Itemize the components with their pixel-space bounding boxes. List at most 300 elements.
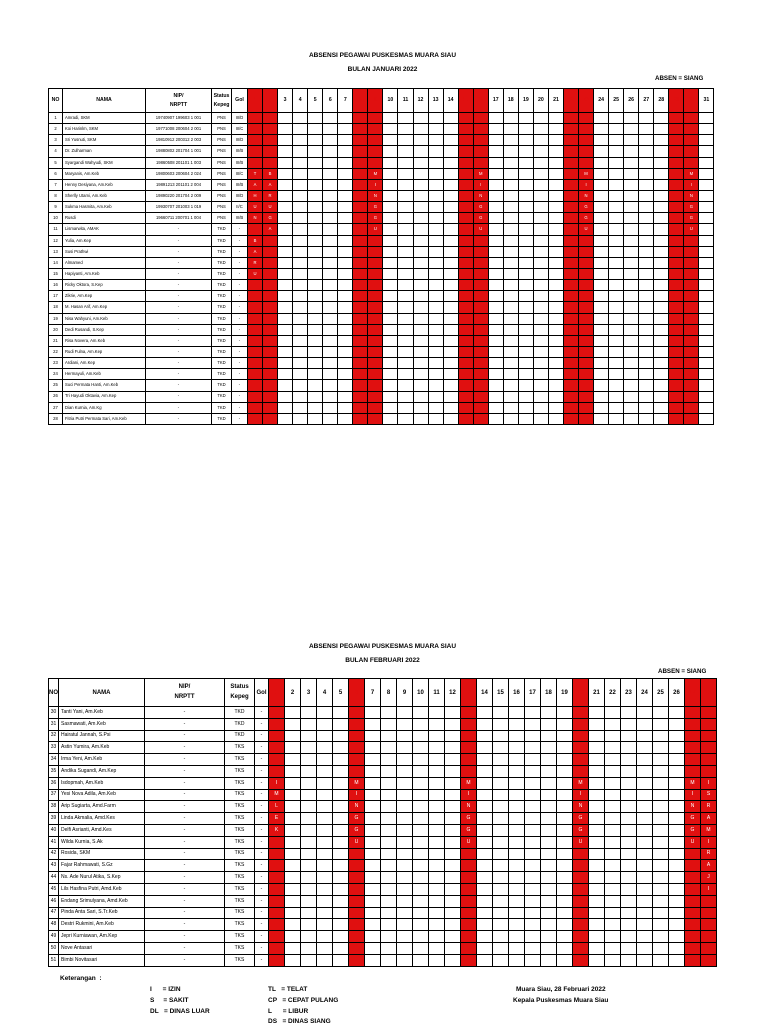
- table-row: [49, 179, 714, 190]
- day-cell: [518, 291, 533, 302]
- day-cell: [248, 324, 263, 335]
- day-cell: [398, 246, 413, 257]
- row-no: 31: [49, 718, 59, 730]
- day-cell: [293, 335, 308, 346]
- day-cell: [669, 257, 684, 268]
- day-cell: U: [349, 836, 365, 848]
- day-cell: [473, 402, 488, 413]
- day-cell: [685, 848, 701, 860]
- day-cell: [605, 872, 621, 884]
- day-cell: [579, 358, 594, 369]
- day-cell: [477, 919, 493, 931]
- day-cell: [413, 777, 429, 789]
- day-cell: [624, 302, 639, 313]
- day-cell: [365, 848, 381, 860]
- day-cell: [248, 291, 263, 302]
- day-cell: [383, 391, 398, 402]
- day-cell: [488, 235, 503, 246]
- row-nip: -: [146, 246, 212, 257]
- day-cell: [654, 235, 669, 246]
- day-cell: [269, 848, 285, 860]
- row-status: TKD: [212, 358, 232, 369]
- day-cell: [548, 391, 563, 402]
- day-cell: [518, 380, 533, 391]
- day-cell: [637, 824, 653, 836]
- day-cell: [503, 380, 518, 391]
- day-cell: [518, 313, 533, 324]
- day-cell: [548, 190, 563, 201]
- day-cell: [285, 730, 301, 742]
- day-cell: M: [685, 777, 701, 789]
- table-row: [49, 402, 714, 413]
- day-cell: [669, 369, 684, 380]
- day-cell: [381, 824, 397, 836]
- day-cell: [518, 302, 533, 313]
- day-cell: [248, 224, 263, 235]
- day-cell: [381, 789, 397, 801]
- day-cell: [548, 113, 563, 124]
- day-cell: [503, 179, 518, 190]
- day-cell: [541, 730, 557, 742]
- day-cell: [428, 313, 443, 324]
- day-cell: [621, 860, 637, 872]
- day-cell: [548, 135, 563, 146]
- day-cell: [589, 872, 605, 884]
- row-gol: -: [255, 801, 269, 813]
- day-cell: [548, 335, 563, 346]
- day-cell: [685, 754, 701, 766]
- day-cell: [699, 280, 714, 291]
- day-cell: N: [685, 801, 701, 813]
- day-cell: [429, 765, 445, 777]
- table-row: [49, 813, 717, 825]
- day-cell: [557, 883, 573, 895]
- day-cell: [503, 413, 518, 424]
- day-cell: [503, 335, 518, 346]
- header-day: 12: [445, 679, 461, 707]
- day-cell: [323, 369, 338, 380]
- day-cell: [413, 268, 428, 279]
- day-cell: [624, 213, 639, 224]
- day-cell: [579, 291, 594, 302]
- row-nama: Hairatul Jannah, S.Psi: [59, 730, 145, 742]
- row-nama: Bimbi Novitasari: [59, 954, 145, 966]
- row-no: 9: [49, 202, 63, 213]
- day-cell: [397, 707, 413, 719]
- header-day: 7: [365, 679, 381, 707]
- day-cell: [654, 302, 669, 313]
- row-nama: Sasmawati, Am.Keb: [59, 718, 145, 730]
- day-cell: [263, 391, 278, 402]
- day-cell: [285, 824, 301, 836]
- day-cell: [413, 824, 429, 836]
- day-cell: [594, 313, 609, 324]
- day-cell: [684, 346, 699, 357]
- day-cell: [669, 942, 685, 954]
- day-cell: [488, 213, 503, 224]
- day-cell: [488, 335, 503, 346]
- table-row: [49, 335, 714, 346]
- day-cell: A: [248, 179, 263, 190]
- day-cell: [428, 391, 443, 402]
- day-cell: [443, 302, 458, 313]
- day-cell: [473, 291, 488, 302]
- row-no: 24: [49, 369, 63, 380]
- day-cell: [413, 883, 429, 895]
- attendance-table: [48, 88, 714, 425]
- day-cell: [278, 235, 293, 246]
- day-cell: [669, 718, 685, 730]
- day-cell: [323, 179, 338, 190]
- row-no: 25: [49, 380, 63, 391]
- day-cell: [308, 402, 323, 413]
- day-cell: [573, 730, 589, 742]
- day-cell: [473, 302, 488, 313]
- day-cell: [308, 135, 323, 146]
- day-cell: [701, 742, 717, 754]
- day-cell: [548, 324, 563, 335]
- day-cell: [368, 280, 383, 291]
- day-cell: [397, 730, 413, 742]
- row-nama: Almamed: [63, 257, 146, 268]
- day-cell: [639, 358, 654, 369]
- row-nip: -: [146, 224, 212, 235]
- day-cell: [308, 335, 323, 346]
- day-cell: [653, 765, 669, 777]
- row-gol: -: [255, 754, 269, 766]
- day-cell: [445, 730, 461, 742]
- day-cell: [413, 848, 429, 860]
- day-cell: [541, 931, 557, 943]
- day-cell: [458, 369, 473, 380]
- day-cell: [443, 280, 458, 291]
- day-cell: [428, 413, 443, 424]
- day-cell: [293, 168, 308, 179]
- table-row: [49, 246, 714, 257]
- day-cell: [624, 391, 639, 402]
- day-cell: U: [684, 224, 699, 235]
- day-cell: [263, 324, 278, 335]
- day-cell: [509, 848, 525, 860]
- day-cell: [428, 135, 443, 146]
- day-cell: [458, 202, 473, 213]
- day-cell: [263, 257, 278, 268]
- day-cell: [368, 246, 383, 257]
- day-cell: [488, 280, 503, 291]
- day-cell: [333, 872, 349, 884]
- day-cell: [445, 813, 461, 825]
- day-cell: [639, 268, 654, 279]
- day-cell: [333, 895, 349, 907]
- day-cell: [594, 413, 609, 424]
- day-cell: [323, 413, 338, 424]
- day-cell: [269, 931, 285, 943]
- row-nama: Maryanis, Am.Keb: [63, 168, 146, 179]
- header-day: 6: [349, 679, 365, 707]
- row-status: TKS: [225, 813, 255, 825]
- header-day: 30: [684, 89, 699, 113]
- day-cell: [594, 135, 609, 146]
- day-cell: [338, 113, 353, 124]
- day-cell: G: [461, 813, 477, 825]
- day-cell: [317, 895, 333, 907]
- day-cell: A: [701, 860, 717, 872]
- day-cell: [488, 202, 503, 213]
- day-cell: [503, 313, 518, 324]
- day-cell: [353, 391, 368, 402]
- day-cell: [349, 872, 365, 884]
- header-day: 3: [301, 679, 317, 707]
- day-cell: [548, 346, 563, 357]
- day-cell: [503, 391, 518, 402]
- day-cell: [278, 346, 293, 357]
- day-cell: [323, 235, 338, 246]
- day-cell: [458, 380, 473, 391]
- table-row: [49, 268, 714, 279]
- header-day: 6: [323, 89, 338, 113]
- day-cell: [639, 168, 654, 179]
- day-cell: [301, 836, 317, 848]
- row-gol: III/C: [232, 124, 248, 135]
- day-cell: [308, 190, 323, 201]
- day-cell: [488, 179, 503, 190]
- day-cell: [589, 754, 605, 766]
- day-cell: [488, 358, 503, 369]
- day-cell: U: [461, 836, 477, 848]
- day-cell: [248, 335, 263, 346]
- day-cell: [621, 789, 637, 801]
- header-day: 17: [525, 679, 541, 707]
- row-no: 33: [49, 742, 59, 754]
- day-cell: [445, 777, 461, 789]
- day-cell: [293, 369, 308, 380]
- day-cell: [548, 280, 563, 291]
- day-cell: [445, 824, 461, 836]
- day-cell: [333, 907, 349, 919]
- day-cell: [353, 202, 368, 213]
- day-cell: [533, 146, 548, 157]
- day-cell: [669, 883, 685, 895]
- day-cell: [573, 848, 589, 860]
- row-status: PNS: [212, 146, 232, 157]
- table-row: [49, 157, 714, 168]
- day-cell: [461, 872, 477, 884]
- day-cell: [308, 313, 323, 324]
- day-cell: [443, 313, 458, 324]
- day-cell: [381, 801, 397, 813]
- row-no: 46: [49, 895, 59, 907]
- day-cell: [579, 302, 594, 313]
- day-cell: [493, 883, 509, 895]
- day-cell: [637, 895, 653, 907]
- day-cell: [413, 730, 429, 742]
- row-gol: -: [255, 907, 269, 919]
- day-cell: [368, 135, 383, 146]
- day-cell: [541, 801, 557, 813]
- row-status: TKD: [212, 313, 232, 324]
- day-cell: [428, 213, 443, 224]
- day-cell: [365, 742, 381, 754]
- day-cell: [525, 883, 541, 895]
- day-cell: [308, 268, 323, 279]
- sheet-title: ABSENSI PEGAWAI PUSKESMAS MUARA SIAU: [308, 52, 457, 59]
- day-cell: [573, 872, 589, 884]
- day-cell: [621, 919, 637, 931]
- day-cell: [323, 113, 338, 124]
- day-cell: [669, 789, 685, 801]
- day-cell: [503, 235, 518, 246]
- day-cell: [699, 358, 714, 369]
- header-day: 13: [428, 89, 443, 113]
- day-cell: [573, 718, 589, 730]
- day-cell: [429, 907, 445, 919]
- day-cell: [301, 801, 317, 813]
- day-cell: [278, 268, 293, 279]
- row-status: TKD: [212, 346, 232, 357]
- day-cell: [488, 346, 503, 357]
- day-cell: [653, 954, 669, 966]
- day-cell: [563, 369, 578, 380]
- day-cell: [428, 179, 443, 190]
- day-cell: [637, 754, 653, 766]
- table-row: [49, 707, 717, 719]
- day-cell: [278, 135, 293, 146]
- day-cell: [333, 824, 349, 836]
- row-no: 3: [49, 135, 63, 146]
- row-no: 30: [49, 707, 59, 719]
- row-status: TKD: [212, 257, 232, 268]
- place-date: Muara Siau, 28 Februari 2022: [516, 986, 606, 993]
- day-cell: [563, 224, 578, 235]
- day-cell: [383, 224, 398, 235]
- header-day: 27: [639, 89, 654, 113]
- day-cell: [594, 168, 609, 179]
- day-cell: [333, 848, 349, 860]
- day-cell: [533, 413, 548, 424]
- header-day: 24: [637, 679, 653, 707]
- row-status: TKD: [212, 380, 232, 391]
- day-cell: I: [579, 179, 594, 190]
- day-cell: [548, 380, 563, 391]
- day-cell: [349, 907, 365, 919]
- day-cell: [285, 931, 301, 943]
- day-cell: [443, 190, 458, 201]
- header-day: 11: [429, 679, 445, 707]
- table-row: [49, 313, 714, 324]
- day-cell: [579, 369, 594, 380]
- day-cell: [263, 402, 278, 413]
- day-cell: [557, 801, 573, 813]
- row-no: 51: [49, 954, 59, 966]
- day-cell: [533, 190, 548, 201]
- day-cell: [624, 346, 639, 357]
- row-nip: -: [146, 335, 212, 346]
- day-cell: N: [248, 213, 263, 224]
- row-nama: Dian Kurnia, Am.Kg: [63, 402, 146, 413]
- day-cell: [323, 146, 338, 157]
- day-cell: [413, 942, 429, 954]
- day-cell: [541, 872, 557, 884]
- day-cell: [413, 335, 428, 346]
- day-cell: G: [368, 202, 383, 213]
- day-cell: [338, 235, 353, 246]
- day-cell: [488, 257, 503, 268]
- day-cell: [278, 380, 293, 391]
- day-cell: [398, 335, 413, 346]
- row-status: TKD: [225, 707, 255, 719]
- day-cell: [669, 224, 684, 235]
- day-cell: [353, 257, 368, 268]
- day-cell: [269, 707, 285, 719]
- day-cell: [509, 813, 525, 825]
- day-cell: [621, 931, 637, 943]
- day-cell: [317, 942, 333, 954]
- day-cell: [285, 801, 301, 813]
- row-nip: 19771008 200604 2 001: [146, 124, 212, 135]
- day-cell: [443, 402, 458, 413]
- day-cell: [533, 257, 548, 268]
- legend-libur: L = LIBUR: [268, 1008, 309, 1015]
- day-cell: [525, 942, 541, 954]
- day-cell: [368, 291, 383, 302]
- day-cell: [461, 754, 477, 766]
- day-cell: [493, 824, 509, 836]
- day-cell: [488, 113, 503, 124]
- day-cell: [509, 777, 525, 789]
- day-cell: [293, 179, 308, 190]
- day-cell: [323, 280, 338, 291]
- day-cell: [533, 124, 548, 135]
- day-cell: [443, 291, 458, 302]
- row-no: 35: [49, 765, 59, 777]
- day-cell: [563, 213, 578, 224]
- row-no: 20: [49, 324, 63, 335]
- day-cell: [548, 302, 563, 313]
- day-cell: [443, 391, 458, 402]
- day-cell: [654, 113, 669, 124]
- day-cell: [473, 235, 488, 246]
- day-cell: [654, 358, 669, 369]
- day-cell: [381, 836, 397, 848]
- day-cell: [458, 280, 473, 291]
- row-gol: -: [255, 883, 269, 895]
- day-cell: [458, 268, 473, 279]
- day-cell: [493, 954, 509, 966]
- day-cell: J: [701, 872, 717, 884]
- day-cell: [609, 168, 624, 179]
- day-cell: [413, 872, 429, 884]
- day-cell: [397, 931, 413, 943]
- day-cell: [525, 931, 541, 943]
- header-day: 12: [413, 89, 428, 113]
- day-cell: [541, 813, 557, 825]
- day-cell: [368, 380, 383, 391]
- day-cell: [518, 224, 533, 235]
- day-cell: [349, 848, 365, 860]
- day-cell: [365, 907, 381, 919]
- day-cell: [621, 883, 637, 895]
- day-cell: [509, 883, 525, 895]
- table-row: [49, 113, 714, 124]
- day-cell: [669, 954, 685, 966]
- day-cell: [383, 324, 398, 335]
- day-cell: [669, 895, 685, 907]
- day-cell: [248, 391, 263, 402]
- day-cell: [353, 157, 368, 168]
- day-cell: [413, 135, 428, 146]
- day-cell: [473, 157, 488, 168]
- day-cell: [653, 895, 669, 907]
